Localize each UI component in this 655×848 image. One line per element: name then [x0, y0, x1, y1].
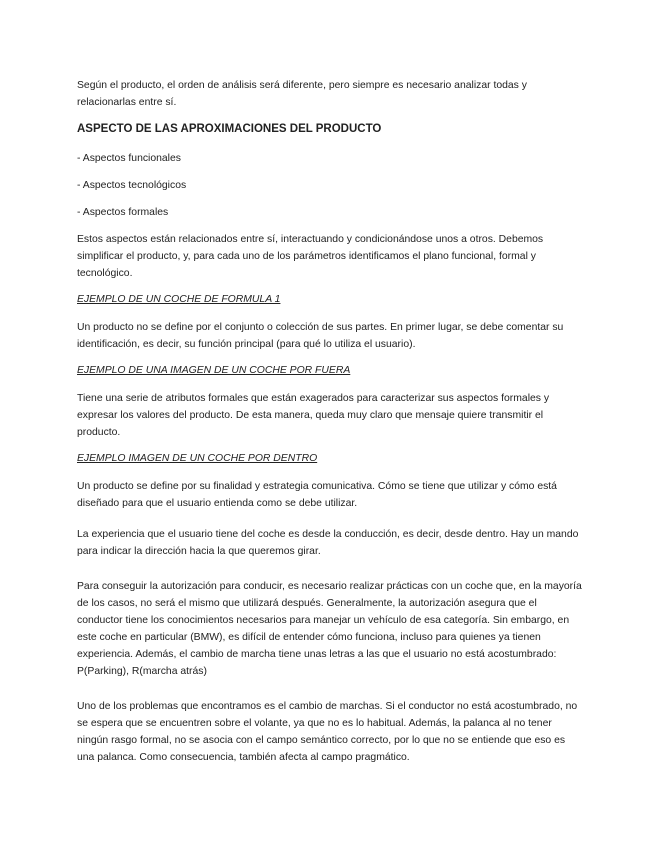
interior-paragraph-2: La experiencia que el usuario tiene del coche es desde la conducción, es decir, desde dentro. Hay un mando para indicar la dirección hacia la que queremos girar.	[77, 529, 579, 557]
aspect-item-formal: - Aspectos formales	[77, 207, 169, 218]
section-heading: ASPECTO DE LAS APROXIMACIONES DEL PRODUCTO	[77, 123, 382, 135]
example-title-exterior: EJEMPLO DE UNA IMAGEN DE UN COCHE POR FUERA	[77, 365, 351, 376]
aspect-item-technological: - Aspectos tecnológicos	[77, 180, 187, 191]
aspects-paragraph: Estos aspectos están relacionados entre sí, interactuando y condicionándose unos a otros. Debemos simplificar el producto, y, para cada uno de los parámetros identificamos el plano funcional, formal y tecnológico.	[77, 234, 544, 279]
interior-paragraph-3: Para conseguir la autorización para conducir, es necesario realizar prácticas con un coche que, en la mayoría de los casos, no será el mismo que utilizará después. Generalmente, la autorización asegura que el conductor tiene los conocimientos necesarios para manejar un vehículo de esa categoría. Sin embargo, en este coche en particular (BMW), es difícil de entender cómo funciona, incluso para quienes ya tienen experiencia. Además, el cambio de marcha tiene unas letras a las que el usuario no está acostumbrado: P(Parking), R(marcha atrás)	[77, 581, 582, 677]
document-body	[77, 77, 585, 770]
interior-paragraph-4: Uno de los problemas que encontramos es el cambio de marchas. Si el conductor no está acostumbrado, no se espera que se encuentren sobre el volante, ya que no es lo habitual. Además, la palanca al no tener ningún rasgo formal, no se asocia con el campo semántico correcto, por lo que no se entiende que eso es una palanca. Como consecuencia, también afecta al campo pragmático.	[77, 701, 578, 763]
formula1-paragraph: Un producto no se define por el conjunto o colección de sus partes. En primer lugar, se debe comentar su identificación, es decir, su función principal (para qué lo utiliza el usuario).	[77, 322, 564, 350]
example-title-formula1: EJEMPLO DE UN COCHE DE FORMULA 1	[77, 294, 281, 305]
example-title-interior: EJEMPLO IMAGEN DE UN COCHE POR DENTRO	[77, 453, 318, 464]
aspect-item-functional: - Aspectos funcionales	[77, 153, 181, 164]
intro-paragraph: Según el producto, el orden de análisis será diferente, pero siempre es necesario analizar todas y relacionarlas entre sí.	[77, 80, 527, 108]
exterior-paragraph: Tiene una serie de atributos formales que están exagerados para caracterizar sus aspectos formales y expresar los valores del producto. De esta manera, queda muy claro que mensaje quiere transmitir el producto.	[77, 393, 550, 438]
interior-paragraph-1: Un producto se define por su finalidad y estrategia comunicativa. Cómo se tiene que utilizar y cómo está diseñado para que el usuario entienda como se debe utilizar.	[77, 481, 557, 509]
